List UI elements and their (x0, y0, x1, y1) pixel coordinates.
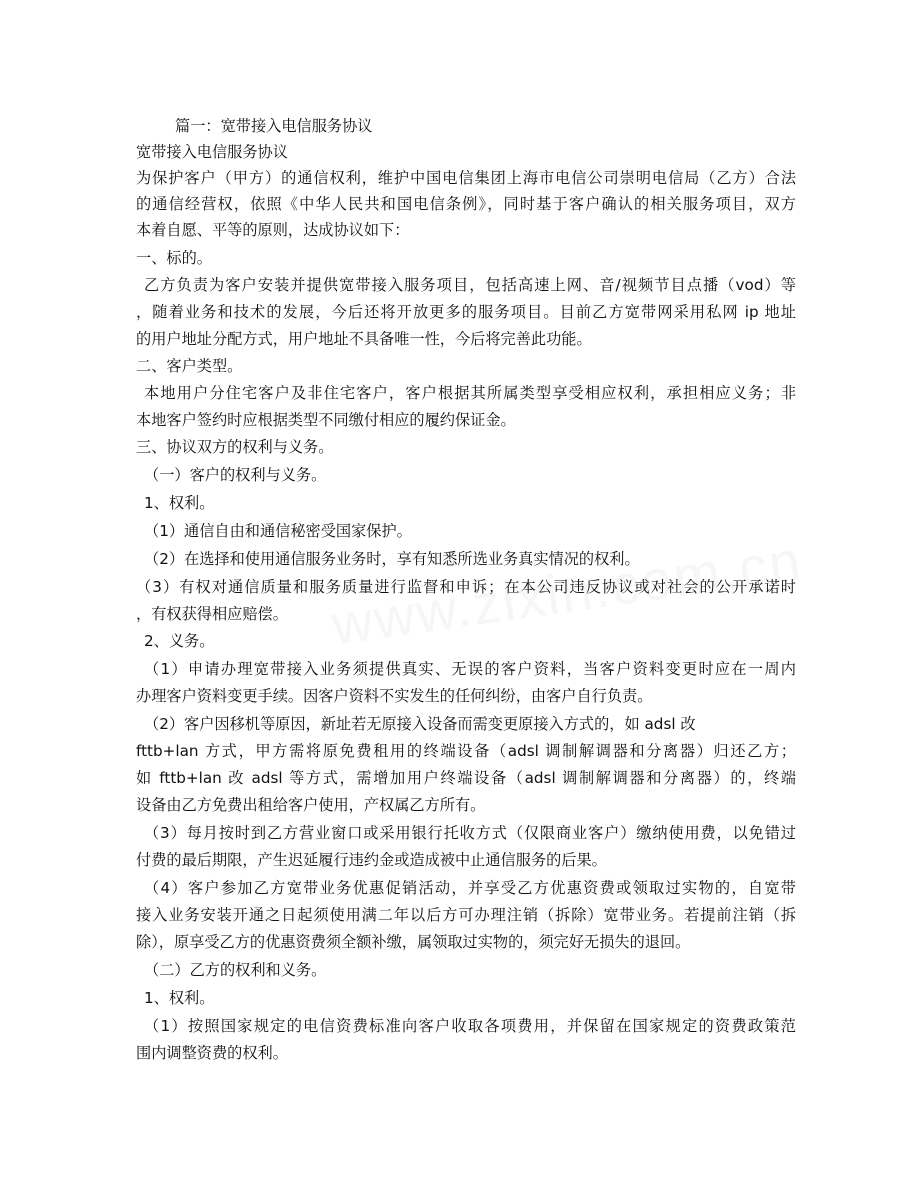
text-line: （1）申请办理宽带接入业务须提供真实、无误的客户资料，当客户资料变更时应在一周内 (144, 660, 796, 678)
clause-heading: 三、协议双方的权利与义务。 (136, 438, 334, 456)
text-line: 本着自愿、平等的原则，达成协议如下： (136, 221, 410, 239)
text-line: （3）有权对通信质量和服务质量进行监督和申诉；在本公司违反协议或对社会的公开承诺时 (136, 578, 796, 596)
item-heading: 1、权利。 (144, 494, 215, 512)
text-line: （2）在选择和使用通信服务业务时，享有知悉所选业务真实情况的权利。 (144, 550, 640, 568)
text-line: （3）每月按时到乙方营业窗口或采用银行托收方式（仅限商业客户）缴纳使用费，以免错过 (144, 824, 796, 842)
text-line: 本地客户签约时应根据类型不同缴付相应的履约保证金。 (136, 411, 516, 429)
section-heading: 篇一：宽带接入电信服务协议 (175, 117, 373, 135)
text-line: 的用户地址分配方式，用户地址不具备唯一性，今后将完善此功能。 (136, 330, 592, 348)
clause-heading: 一、标的。 (136, 249, 212, 267)
text-line: 为保护客户（甲方）的通信权利，维护中国电信集团上海市电信公司崇明电信局（乙方）合法 (136, 169, 796, 187)
text-line: 的通信经营权，依照《中华人民共和国电信条例》，同时基于客户确认的相关服务项目，双方 (136, 195, 796, 213)
text-line: （4）客户参加乙方宽带业务优惠促销活动，并享受乙方优惠资费或领取过实物的，自宽带 (144, 879, 796, 897)
text-line: 本地用户分住宅客户及非住宅客户，客户根据其所属类型享受相应权利，承担相应义务；非 (144, 384, 796, 402)
text-line: 付费的最后期限，产生迟延履行违约金或造成被中止通信服务的后果。 (136, 851, 607, 869)
item-heading: 1、权利。 (144, 989, 215, 1007)
text-line: （1）通信自由和通信秘密受国家保护。 (144, 522, 412, 540)
document-title: 宽带接入电信服务协议 (136, 143, 288, 161)
text-line: （1）按照国家规定的电信资费标准向客户收取各项费用，并保留在国家规定的资费政策范 (144, 1017, 796, 1035)
text-line: 围内调整资费的权利。 (136, 1044, 288, 1062)
text-line: 接入业务安装开通之日起须使用满二年以后方可办理注销（拆除）宽带业务。若提前注销（拆 (136, 906, 796, 924)
text-line: 如 fttb+lan 改 adsl 等方式，需增加用户终端设备（adsl 调制解调器和分离器）的，终端 (136, 769, 796, 787)
text-line: ，有权获得相应赔偿。 (136, 605, 288, 623)
item-heading: 2、义务。 (144, 632, 215, 650)
text-line: fttb+lan 方式，甲方需将原免费租用的终端设备（adsl 调制解调器和分离器）归还乙方； (136, 742, 796, 760)
subclause-heading: （二）乙方的权利和义务。 (144, 961, 327, 979)
subclause-heading: （一）客户的权利与义务。 (144, 466, 327, 484)
text-line: 除），原享受乙方的优惠资费须全额补缴，属领取过实物的，须完好无损失的退回。 (136, 933, 691, 951)
text-line: （2）客户因移机等原因，新址若无原接入设备而需变更原接入方式的，如 adsl 改 (144, 715, 696, 733)
text-line: ，随着业务和技术的发展，今后还将开放更多的服务项目。目前乙方宽带网采用私网 ip 地址 (136, 303, 796, 321)
clause-heading: 二、客户类型。 (136, 357, 243, 375)
text-line: 设备由乙方免费出租给客户使用，产权属乙方所有。 (136, 796, 486, 814)
text-line: 办理客户资料变更手续。因客户资料不实发生的任何纠纷，由客户自行负责。 (136, 687, 653, 705)
text-line: 乙方负责为客户安装并提供宽带接入服务项目，包括高速上网、音/视频节目点播（vod）等 (144, 276, 796, 294)
